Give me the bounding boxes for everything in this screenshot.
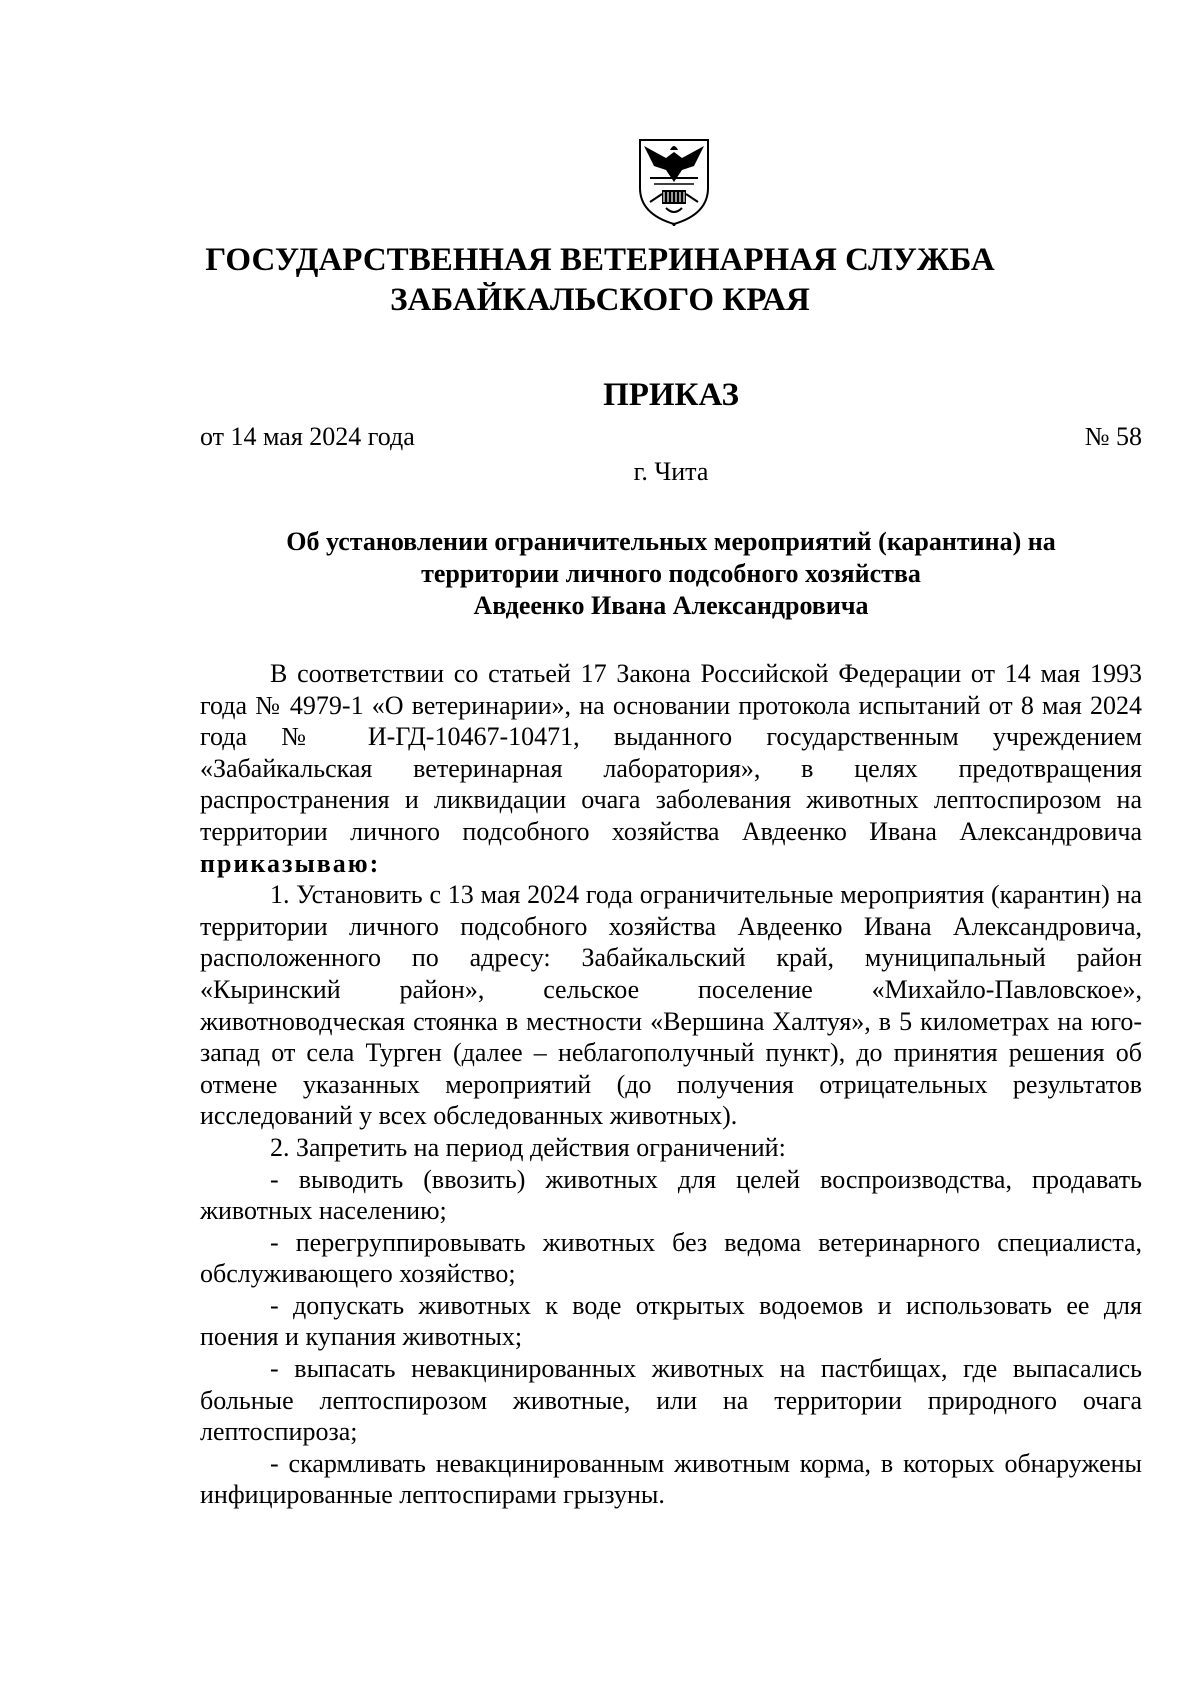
item-1: 1. Установить с 13 мая 2024 года ограничительные мероприятия (карантин) на территории личного подсобного хозяйства Авдеенко Ивана Александровича, расположенного по адресу: Забайкальский край, муниципальный район «Кыринский район», сельское поселение «Михайло-Павловское», животноводческая стоянка в местности «Вершина Халтуя», в 5 километрах на юго-запад от села Турген (далее – неблагополучный пункт), до принятия решения об отмене указанных мероприятий (до получения отрицательных результатов исследований у всех обследованных животных).	[200, 880, 1142, 1131]
zabaikalsky-coat-of-arms-icon	[636, 136, 712, 226]
organization-name-line-2: ЗАБАЙКАЛЬСКОГО КРАЯ	[390, 282, 810, 318]
subject-line-3: Авдеенко Ивана Александровича	[473, 591, 869, 620]
preamble-paragraph	[200, 658, 1142, 879]
organization-name-line-1: ГОСУДАРСТВЕННАЯ ВЕТЕРИНАРНАЯ СЛУЖБА	[205, 242, 995, 278]
prohibition-4: - выпасать невакцинированных животных на пастбищах, где выпасались больные лептоспирозом животные, или на территории природного очага лептоспироза;	[200, 1354, 1142, 1447]
document-subject	[200, 526, 1142, 622]
prohibition-5: - скармливать невакцинированным животным корма, в которых обнаружены инфицированные лептоспирами грызуны.	[200, 1448, 1142, 1510]
document-type: ПРИКАЗ	[603, 377, 739, 413]
preamble-text: В соответствии со статьей 17 Закона Российской Федерации от 14 мая 1993 года № 4979-1 «О ветеринарии», на основании протокола испытаний от 8 мая 2024 года № И-ГД-10467-10471, выданного государственным учреждением «Забайкальская ветеринарная лаборатория», в целях предотвращения распространения и ликвидации очага заболевания животных лептоспирозом на территории личного подсобного хозяйства Авдеенко Ивана Александровича	[200, 659, 1142, 846]
document-city: г. Чита	[633, 457, 709, 486]
subject-line-1: Об установлении ограничительных мероприятий (карантина) на	[286, 527, 1056, 556]
document-date: от 14 мая 2024 года	[200, 422, 415, 451]
document-body	[200, 658, 1142, 1511]
prohibition-1: - выводить (ввозить) животных для целей воспроизводства, продавать животных населению;	[200, 1164, 1142, 1226]
order-word: приказываю:	[200, 848, 381, 878]
subject-line-2: территории личного подсобного хозяйства	[421, 559, 921, 588]
document-number: № 58	[1084, 422, 1142, 451]
organization-name	[200, 240, 1000, 320]
prohibition-3: - допускать животных к воде открытых водоемов и использовать ее для поения и купания животных;	[200, 1290, 1142, 1352]
prohibition-2: - перегруппировывать животных без ведома ветеринарного специалиста, обслуживающего хозяйство;	[200, 1227, 1142, 1289]
item-2: 2. Запретить на период действия ограничений:	[270, 1132, 786, 1162]
